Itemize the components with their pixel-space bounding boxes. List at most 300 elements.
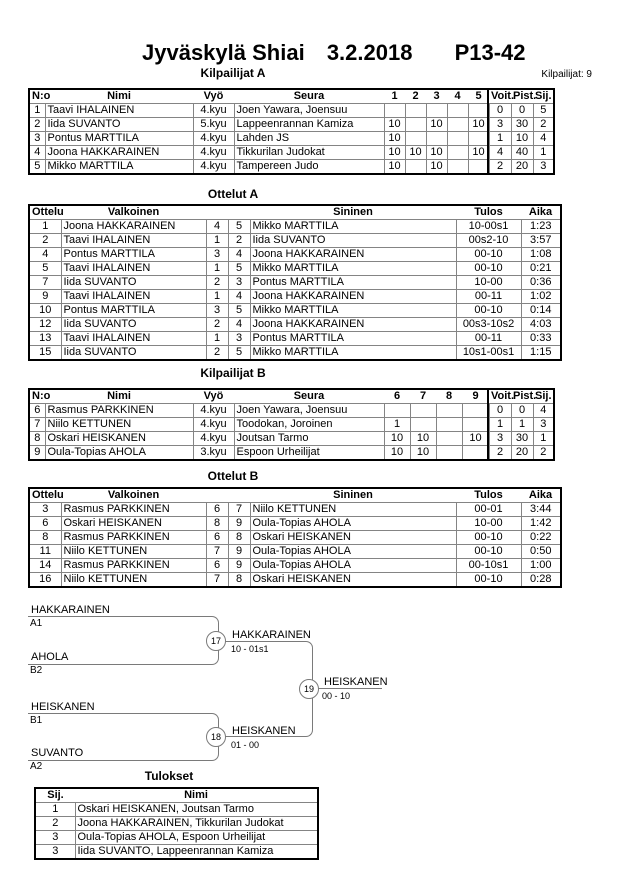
- table-divider: [487, 88, 489, 173]
- cell: 3: [489, 118, 511, 132]
- table-row: [29, 262, 561, 276]
- cell: 3: [533, 418, 554, 432]
- column-header: [228, 488, 250, 503]
- cell: Oula-Topias AHOLA: [45, 446, 193, 461]
- column-header: 9: [472, 390, 479, 402]
- cell: 1: [206, 234, 228, 248]
- column-header: 6: [393, 390, 401, 402]
- cell: 10: [405, 146, 426, 160]
- cell: 1: [35, 803, 75, 817]
- column-header: Valkoinen: [107, 489, 160, 501]
- cell: 1: [533, 432, 554, 446]
- kilpailijat-a-header: [29, 89, 554, 104]
- bracket-seed-name-b1: HEISKANEN: [31, 701, 95, 713]
- cell: 2: [489, 446, 511, 461]
- cell: 4.kyu: [193, 432, 234, 446]
- cell: 10-00: [456, 517, 521, 531]
- cell: 10: [384, 146, 405, 160]
- cell: 6: [206, 559, 228, 573]
- column-header: Tulos: [474, 206, 503, 218]
- table-row: [29, 146, 554, 160]
- cell: Oskari HEISKANEN: [61, 517, 206, 531]
- cell: 4: [228, 318, 250, 332]
- cell: [436, 418, 462, 432]
- cell: 10: [410, 432, 436, 446]
- ottelut-a-header: [29, 205, 561, 220]
- section-title-kilpailijat-b: Kilpailijat B: [200, 366, 266, 380]
- column-header: Seura: [293, 390, 325, 402]
- column-header: Ottelu: [32, 206, 64, 218]
- cell: 9: [228, 517, 250, 531]
- bracket-seed-name-a2: SUVANTO: [31, 747, 84, 759]
- bracket-seed-name-b2: AHOLA: [31, 651, 69, 663]
- cell: [447, 118, 468, 132]
- cell: [405, 160, 426, 175]
- cell: 2: [29, 234, 61, 248]
- kilpailijat-a-body: [29, 104, 554, 175]
- cell: 00-11: [456, 332, 521, 346]
- column-header: Tulos: [474, 489, 503, 501]
- cell: 1: [511, 418, 533, 432]
- column-header: N:o: [32, 90, 51, 102]
- cell: 1: [29, 104, 45, 118]
- cell: 1: [206, 262, 228, 276]
- column-header: Aika: [528, 489, 553, 501]
- cell: 5: [228, 304, 250, 318]
- competitors-count: Kilpailijat: 9: [541, 69, 592, 80]
- bracket-seed-label-a1: A1: [30, 618, 43, 629]
- cell: 00-10: [456, 262, 521, 276]
- cell: Taavi IHALAINEN: [61, 332, 206, 346]
- cell: Oula-Topias AHOLA: [250, 559, 456, 573]
- event-date: 3.2.2018: [326, 40, 413, 65]
- cell: [436, 446, 462, 461]
- column-header: 8: [445, 390, 453, 402]
- cell: Joona HAKKARAINEN: [61, 220, 206, 234]
- cell: 00s2-10: [456, 234, 521, 248]
- table-row: [35, 845, 318, 860]
- cell: 4: [489, 146, 511, 160]
- header-row: [29, 488, 561, 503]
- cell: 1: [206, 290, 228, 304]
- column-header: [206, 488, 228, 503]
- cell: Mikko MARTTILA: [250, 220, 456, 234]
- column-header: Nimi: [107, 90, 131, 102]
- cell: 0:36: [521, 276, 561, 290]
- cell: 7: [228, 503, 250, 517]
- cell: 30: [511, 118, 533, 132]
- cell: 2: [35, 817, 75, 831]
- ottelut-a-body: [29, 220, 561, 361]
- cell: [410, 404, 436, 418]
- cell: 9: [29, 446, 45, 461]
- cell: Joona HAKKARAINEN: [45, 146, 193, 160]
- cell: 10: [384, 160, 405, 175]
- cell: 10: [384, 446, 410, 461]
- cell: Rasmus PARKKINEN: [61, 503, 206, 517]
- cell: 10-00: [456, 276, 521, 290]
- cell: Taavi IHALAINEN: [61, 290, 206, 304]
- cell: 5: [228, 220, 250, 234]
- column-header: Nimi: [107, 390, 131, 402]
- cell: 3: [29, 503, 61, 517]
- cell: 14: [29, 559, 61, 573]
- cell: Joona HAKKARAINEN: [250, 290, 456, 304]
- cell: 1:42: [521, 517, 561, 531]
- cell: Iida SUVANTO: [61, 318, 206, 332]
- cell: 9: [228, 559, 250, 573]
- cell: Pontus MARTTILA: [250, 332, 456, 346]
- column-header: Sij.: [535, 390, 552, 402]
- cell: [405, 132, 426, 146]
- cell: Oula-Topias AHOLA: [250, 545, 456, 559]
- cell: 8: [228, 531, 250, 545]
- section-title-ottelut-b: Ottelut B: [207, 469, 259, 483]
- cell: Niilo KETTUNEN: [61, 573, 206, 588]
- column-header: [206, 205, 228, 220]
- cell: 3:57: [521, 234, 561, 248]
- kilpailijat-b-header: [29, 389, 554, 404]
- column-header: 7: [419, 390, 427, 402]
- cell: 3: [35, 845, 75, 860]
- cell: 4:03: [521, 318, 561, 332]
- cell: Lahden JS: [234, 132, 384, 146]
- cell: Iida SUVANTO: [45, 118, 193, 132]
- cell: 4.kyu: [193, 404, 234, 418]
- cell: 4.kyu: [193, 160, 234, 175]
- bracket-winner-final: HEISKANEN: [324, 676, 388, 688]
- cell: 4: [228, 290, 250, 304]
- cell: 2: [206, 276, 228, 290]
- table-row: [29, 531, 561, 545]
- cell: Oskari HEISKANEN, Joutsan Tarmo: [75, 803, 318, 817]
- table-divider: [487, 388, 489, 459]
- cell: 1: [206, 332, 228, 346]
- table-row: [29, 418, 554, 432]
- column-header: Ottelu: [32, 489, 64, 501]
- cell: [462, 418, 489, 432]
- kilpailijat-b-body: [29, 404, 554, 461]
- table-row: [35, 803, 318, 817]
- cell: 2: [533, 446, 554, 461]
- cell: 1: [489, 418, 511, 432]
- cell: 0: [511, 404, 533, 418]
- cell: 0: [511, 104, 533, 118]
- cell: Joona HAKKARAINEN, Tikkurilan Judokat: [75, 817, 318, 831]
- column-header: 1: [391, 90, 398, 102]
- cell: 20: [511, 160, 533, 175]
- cell: 00-10: [456, 531, 521, 545]
- cell: 10: [468, 146, 489, 160]
- cell: 5: [29, 262, 61, 276]
- cell: Niilo KETTUNEN: [250, 503, 456, 517]
- cell: 3: [489, 432, 511, 446]
- cell: 3: [228, 276, 250, 290]
- cell: [405, 118, 426, 132]
- cell: 2: [533, 118, 554, 132]
- cell: 0: [489, 404, 511, 418]
- column-header: Aika: [528, 206, 553, 218]
- cell: 10: [426, 160, 447, 175]
- cell: 40: [511, 146, 533, 160]
- cell: 1: [384, 418, 410, 432]
- cell: [426, 132, 447, 146]
- cell: 10: [410, 446, 436, 461]
- cell: Pontus MARTTILA: [45, 132, 193, 146]
- cell: 6: [29, 404, 45, 418]
- cell: Pontus MARTTILA: [61, 248, 206, 262]
- table-row: [29, 304, 561, 318]
- cell: Niilo KETTUNEN: [45, 418, 193, 432]
- cell: 12: [29, 318, 61, 332]
- kilpailijat-b-table: [28, 388, 555, 461]
- cell: 00-11: [456, 290, 521, 304]
- cell: [405, 104, 426, 118]
- bracket-seed-label-a2: A2: [30, 761, 43, 772]
- cell: 6: [29, 517, 61, 531]
- cell: 00-01: [456, 503, 521, 517]
- header-row: [29, 89, 554, 104]
- column-header: 3: [433, 90, 440, 102]
- cell: 3: [29, 132, 45, 146]
- cell: Iida SUVANTO: [61, 346, 206, 361]
- header-row: [29, 389, 554, 404]
- cell: 1:15: [521, 346, 561, 361]
- cell: 13: [29, 332, 61, 346]
- cell: 10: [29, 304, 61, 318]
- cell: 2: [206, 346, 228, 361]
- cell: Rasmus PARKKINEN: [61, 559, 206, 573]
- cell: 4.kyu: [193, 132, 234, 146]
- cell: 10s1-00s1: [456, 346, 521, 361]
- tulokset-header: [35, 788, 318, 803]
- cell: 16: [29, 573, 61, 588]
- cell: 7: [29, 418, 45, 432]
- cell: 11: [29, 545, 61, 559]
- cell: 3: [533, 160, 554, 175]
- cell: 5: [228, 262, 250, 276]
- cell: 4: [29, 146, 45, 160]
- cell: 9: [29, 290, 61, 304]
- bracket-winner-semi2: HEISKANEN: [232, 725, 296, 737]
- header-row: [35, 788, 318, 803]
- bracket-seed-label-b1: B1: [30, 715, 43, 726]
- column-header: Sininen: [333, 206, 373, 218]
- cell: 4.kyu: [193, 418, 234, 432]
- column-header: Voit.: [491, 90, 515, 102]
- column-header: [228, 205, 250, 220]
- cell: 00s3-10s2: [456, 318, 521, 332]
- table-row: [29, 234, 561, 248]
- cell: [436, 404, 462, 418]
- table-row: [35, 831, 318, 845]
- cell: 3:44: [521, 503, 561, 517]
- section-title-tulokset: Tulokset: [144, 769, 194, 783]
- section-title-kilpailijat-a: Kilpailijat A: [200, 66, 266, 80]
- cell: 1: [29, 220, 61, 234]
- cell: 2: [206, 318, 228, 332]
- table-row: [29, 276, 561, 290]
- cell: 10: [468, 118, 489, 132]
- cell: 8: [29, 531, 61, 545]
- cell: 4: [206, 220, 228, 234]
- cell: 8: [206, 517, 228, 531]
- cell: 7: [29, 276, 61, 290]
- cell: 00-10: [456, 304, 521, 318]
- column-header: Valkoinen: [107, 206, 160, 218]
- cell: 10: [426, 146, 447, 160]
- cell: 1:08: [521, 248, 561, 262]
- bracket-match-19-circle: 19: [299, 679, 319, 699]
- cell: [462, 404, 489, 418]
- cell: 3: [228, 332, 250, 346]
- column-header: 4: [454, 90, 461, 102]
- column-header: Seura: [293, 90, 325, 102]
- cell: 1:02: [521, 290, 561, 304]
- table-row: [29, 503, 561, 517]
- bracket-score-semi2: 01 - 00: [231, 740, 260, 750]
- cell: [468, 104, 489, 118]
- cell: 6: [206, 531, 228, 545]
- cell: 0: [489, 104, 511, 118]
- table-row: [29, 290, 561, 304]
- cell: 10: [384, 132, 405, 146]
- cell: 7: [206, 545, 228, 559]
- table-row: [29, 332, 561, 346]
- table-row: [35, 817, 318, 831]
- cell: [462, 446, 489, 461]
- bracket-pair-line-top: [28, 616, 219, 665]
- cell: 8: [29, 432, 45, 446]
- cell: 0:28: [521, 573, 561, 588]
- cell: 3: [35, 831, 75, 845]
- cell: Oula-Topias AHOLA: [250, 517, 456, 531]
- column-header: Sininen: [333, 489, 373, 501]
- bracket-final-winner-line: [317, 688, 382, 689]
- cell: Oskari HEISKANEN: [250, 573, 456, 588]
- cell: 10: [384, 118, 405, 132]
- cell: Rasmus PARKKINEN: [45, 404, 193, 418]
- cell: Joutsan Tarmo: [234, 432, 384, 446]
- cell: [447, 104, 468, 118]
- cell: 20: [511, 446, 533, 461]
- cell: 4: [29, 248, 61, 262]
- cell: 10: [426, 118, 447, 132]
- ottelut-b-body: [29, 503, 561, 588]
- cell: 3: [206, 248, 228, 262]
- cell: Mikko MARTTILA: [45, 160, 193, 175]
- cell: 5: [533, 104, 554, 118]
- cell: Oskari HEISKANEN: [250, 531, 456, 545]
- column-header: Sij.: [535, 90, 552, 102]
- cell: Pontus MARTTILA: [61, 304, 206, 318]
- cell: 8: [228, 573, 250, 588]
- column-header: Vyö: [203, 90, 224, 102]
- bracket-score-final: 00 - 10: [322, 691, 351, 701]
- column-header: 2: [412, 90, 419, 102]
- cell: 3.kyu: [193, 446, 234, 461]
- cell: 1: [489, 132, 511, 146]
- bracket-match-17-circle: 17: [206, 631, 226, 651]
- cell: 5: [228, 346, 250, 361]
- table-row: [29, 160, 554, 175]
- cell: [447, 160, 468, 175]
- cell: 0:21: [521, 262, 561, 276]
- cell: 0:33: [521, 332, 561, 346]
- column-header: 5: [475, 90, 482, 102]
- cell: 00-10s1: [456, 559, 521, 573]
- table-row: [29, 318, 561, 332]
- tulokset-body: [35, 803, 318, 860]
- cell: 10: [462, 432, 489, 446]
- cell: 6: [206, 503, 228, 517]
- cell: Mikko MARTTILA: [250, 346, 456, 361]
- table-row: [29, 432, 554, 446]
- cell: 4: [533, 404, 554, 418]
- cell: 00-10: [456, 545, 521, 559]
- table-row: [29, 545, 561, 559]
- section-title-ottelut-a: Ottelut A: [207, 187, 259, 201]
- column-header: Pist.: [513, 90, 537, 102]
- cell: 4.kyu: [193, 104, 234, 118]
- ottelut-b-header: [29, 488, 561, 503]
- cell: 00-10: [456, 248, 521, 262]
- ottelut-a-table: [28, 204, 562, 361]
- cell: 4: [228, 248, 250, 262]
- cell: [426, 104, 447, 118]
- cell: Taavi IHALAINEN: [61, 234, 206, 248]
- cell: 2: [489, 160, 511, 175]
- cell: 1:00: [521, 559, 561, 573]
- tulokset-table: [34, 787, 319, 860]
- bracket-seed-name-a1: HAKKARAINEN: [31, 604, 110, 616]
- cell: 4: [533, 132, 554, 146]
- cell: Toodokan, Joroinen: [234, 418, 384, 432]
- category-code: P13-42: [454, 40, 526, 65]
- cell: [410, 418, 436, 432]
- cell: [468, 160, 489, 175]
- cell: Taavi IHALAINEN: [61, 262, 206, 276]
- cell: Tampereen Judo: [234, 160, 384, 175]
- cell: 2: [228, 234, 250, 248]
- cell: 2: [29, 118, 45, 132]
- event-name: Jyväskylä Shiai: [142, 40, 305, 65]
- cell: 7: [206, 573, 228, 588]
- cell: 5: [29, 160, 45, 175]
- cell: Tikkurilan Judokat: [234, 146, 384, 160]
- cell: 0:22: [521, 531, 561, 545]
- table-row: [29, 446, 554, 461]
- cell: 1: [533, 146, 554, 160]
- column-header: Pist.: [513, 390, 537, 402]
- table-row: [29, 132, 554, 146]
- page-title: [142, 40, 526, 66]
- table-row: [29, 118, 554, 132]
- cell: Joen Yawara, Joensuu: [234, 404, 384, 418]
- cell: Lappeenrannan Kamiza: [234, 118, 384, 132]
- bracket-seed-label-b2: B2: [30, 665, 43, 676]
- bracket-score-semi1: 10 - 01s1: [231, 644, 269, 654]
- cell: 10: [511, 132, 533, 146]
- bracket-pair-line-bottom: [28, 713, 219, 761]
- table-row: [29, 573, 561, 588]
- column-header: Sij.: [47, 789, 64, 801]
- cell: 9: [228, 545, 250, 559]
- cell: Mikko MARTTILA: [250, 262, 456, 276]
- table-row: [29, 220, 561, 234]
- cell: Joen Yawara, Joensuu: [234, 104, 384, 118]
- cell: Joona HAKKARAINEN: [250, 318, 456, 332]
